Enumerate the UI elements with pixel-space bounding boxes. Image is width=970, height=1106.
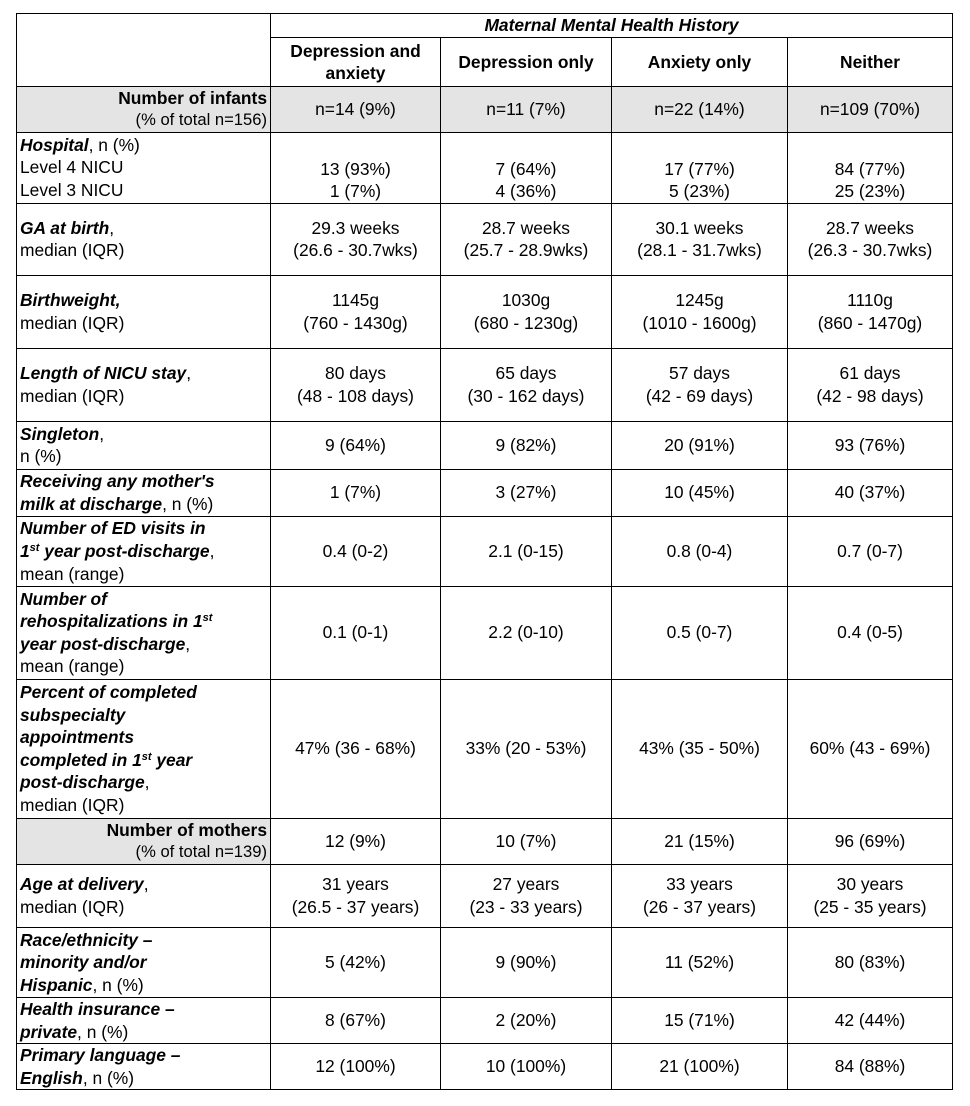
table-cell: 0.4 (0-5) [788, 586, 953, 679]
row-label: Birthweight, median (IQR) [17, 275, 271, 348]
ga-row [17, 203, 953, 275]
corner-cell [17, 14, 271, 87]
table-cell: 15 (71%) [612, 997, 788, 1043]
table-cell: 42 (44%) [788, 997, 953, 1043]
table-cell: 27 years (23 - 33 years) [441, 864, 612, 927]
infants-count-sublabel: (% of total n=156) [135, 110, 267, 130]
race-row [17, 927, 953, 997]
rehospitalization-row [17, 586, 953, 679]
table-cell: 12 (9%) [271, 818, 441, 864]
table-cell: 11 (52%) [612, 927, 788, 997]
mothers-count-label: Number of mothers [106, 819, 267, 840]
column-header: Anxiety only [612, 37, 788, 86]
row-label: Race/ethnicity – minority and/or Hispanic, n (%) [17, 927, 271, 997]
table-cell: 30.1 weeks (28.1 - 31.7wks) [612, 203, 788, 275]
table-cell: 60% (43 - 69%) [788, 679, 953, 818]
table-cell: 0.1 (0-1) [271, 586, 441, 679]
mothers-count-label-cell [17, 818, 271, 864]
table-cell: 3 (27%) [441, 469, 612, 516]
infants-count-label: Number of infants [118, 87, 267, 108]
table-cell: 8 (67%) [271, 997, 441, 1043]
table-cell: n=109 (70%) [788, 86, 953, 132]
table-cell: 57 days (42 - 69 days) [612, 348, 788, 421]
row-label: Health insurance – private, n (%) [17, 997, 271, 1043]
hospital-row [17, 132, 953, 203]
table-cell: 1110g (860 - 1470g) [788, 275, 953, 348]
mothers-count-row [17, 818, 953, 864]
table-cell: 40 (37%) [788, 469, 953, 516]
table-cell: 9 (64%) [271, 421, 441, 469]
table-cell: 17 (77%) 5 (23%) [612, 132, 788, 203]
table-cell: 47% (36 - 68%) [271, 679, 441, 818]
age-row [17, 864, 953, 927]
table-cell: 12 (100%) [271, 1044, 441, 1090]
row-label: Number of rehospitalizations in 1st year post-discharge, mean (range) [17, 586, 271, 679]
table-cell: 0.7 (0-7) [788, 516, 953, 586]
table-cell: 80 days (48 - 108 days) [271, 348, 441, 421]
table-cell: 33% (20 - 53%) [441, 679, 612, 818]
group-header-row [17, 14, 953, 38]
table-cell: 20 (91%) [612, 421, 788, 469]
table-cell: 1245g (1010 - 1600g) [612, 275, 788, 348]
table-cell: 21 (15%) [612, 818, 788, 864]
table-cell: 96 (69%) [788, 818, 953, 864]
table-cell: 29.3 weeks (26.6 - 30.7wks) [271, 203, 441, 275]
table-cell: 9 (90%) [441, 927, 612, 997]
table-cell: 30 years (25 - 35 years) [788, 864, 953, 927]
table-cell: 13 (93%) 1 (7%) [271, 132, 441, 203]
table-cell: 65 days (30 - 162 days) [441, 348, 612, 421]
ed-visits-row [17, 516, 953, 586]
table-cell: 0.8 (0-4) [612, 516, 788, 586]
subspecialty-row [17, 679, 953, 818]
table-cell: 43% (35 - 50%) [612, 679, 788, 818]
table-cell: n=11 (7%) [441, 86, 612, 132]
table-cell: 28.7 weeks (26.3 - 30.7wks) [788, 203, 953, 275]
table-cell: 93 (76%) [788, 421, 953, 469]
row-label: Receiving any mother's milk at discharge, n (%) [17, 469, 271, 516]
table-cell: 84 (88%) [788, 1044, 953, 1090]
group-header: Maternal Mental Health History [271, 14, 953, 38]
table-cell: 7 (64%) 4 (36%) [441, 132, 612, 203]
table-cell: 80 (83%) [788, 927, 953, 997]
row-label: Primary language – English, n (%) [17, 1044, 271, 1090]
column-header: Neither [788, 37, 953, 86]
milk-row [17, 469, 953, 516]
row-label: Singleton, n (%) [17, 421, 271, 469]
hospital-label: Hospital [20, 134, 89, 155]
table-cell: 10 (45%) [612, 469, 788, 516]
row-label: Length of NICU stay, median (IQR) [17, 348, 271, 421]
row-label: Age at delivery, median (IQR) [17, 864, 271, 927]
row-label: GA at birth, median (IQR) [17, 203, 271, 275]
table-cell: 5 (42%) [271, 927, 441, 997]
mothers-count-sublabel: (% of total n=139) [135, 842, 267, 862]
table-cell: 28.7 weeks (25.7 - 28.9wks) [441, 203, 612, 275]
table-cell: 0.4 (0-2) [271, 516, 441, 586]
table-cell: 10 (100%) [441, 1044, 612, 1090]
insurance-row [17, 997, 953, 1043]
row-label [17, 132, 271, 203]
table-cell: 31 years (26.5 - 37 years) [271, 864, 441, 927]
table-cell: 33 years (26 - 37 years) [612, 864, 788, 927]
table-cell: 84 (77%) 25 (23%) [788, 132, 953, 203]
table-cell: n=14 (9%) [271, 86, 441, 132]
row-label: Percent of completed subspecialty appointments completed in 1st year post-discharge, median (IQR) [17, 679, 271, 818]
table-cell: n=22 (14%) [612, 86, 788, 132]
column-header: Depression only [441, 37, 612, 86]
birthweight-row [17, 275, 953, 348]
level4-label: Level 4 NICU [20, 157, 124, 178]
table-cell: 2.2 (0-10) [441, 586, 612, 679]
row-label: Number of ED visits in 1st year post-discharge, mean (range) [17, 516, 271, 586]
table-cell: 1030g (680 - 1230g) [441, 275, 612, 348]
hospital-suffix: , n (%) [88, 134, 140, 155]
nicu-stay-row [17, 348, 953, 421]
infants-count-label-cell [17, 86, 271, 132]
table-cell: 10 (7%) [441, 818, 612, 864]
table-cell: 21 (100%) [612, 1044, 788, 1090]
table-cell: 2.1 (0-15) [441, 516, 612, 586]
singleton-row [17, 421, 953, 469]
language-row [17, 1044, 953, 1090]
table-cell: 1145g (760 - 1430g) [271, 275, 441, 348]
column-header: Depression and anxiety [271, 37, 441, 86]
maternal-mental-health-table [16, 13, 953, 1090]
table-cell: 2 (20%) [441, 997, 612, 1043]
table-cell: 0.5 (0-7) [612, 586, 788, 679]
table-cell: 1 (7%) [271, 469, 441, 516]
level3-label: Level 3 NICU [20, 180, 124, 201]
table-cell: 61 days (42 - 98 days) [788, 348, 953, 421]
table-cell: 9 (82%) [441, 421, 612, 469]
infants-count-row [17, 86, 953, 132]
